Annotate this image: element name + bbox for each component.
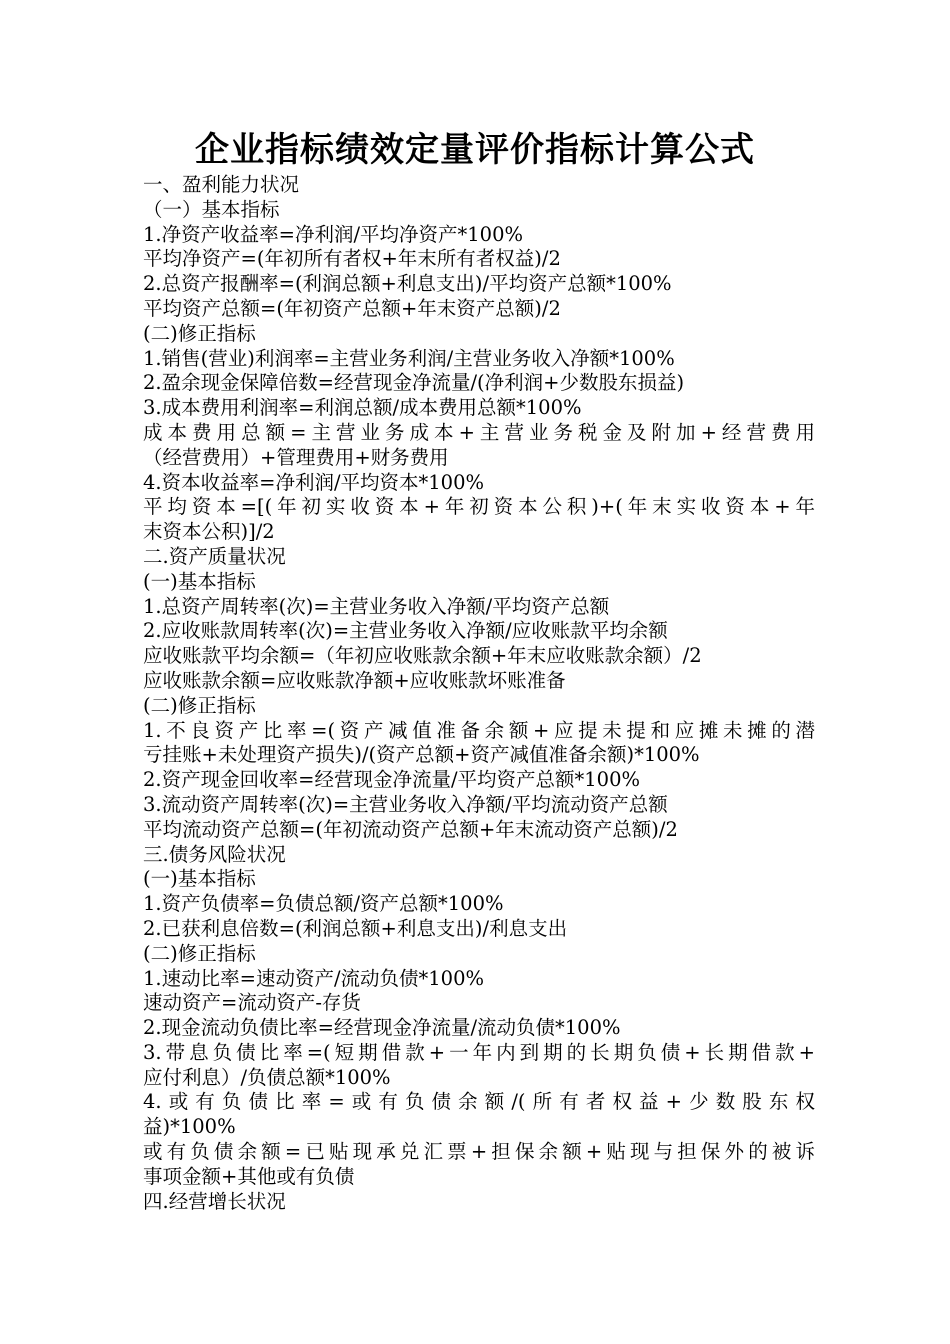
text-line-text: 2.资产现金回收率=经营现金净流量/平均资产总额*100% [143, 768, 641, 792]
text-line [143, 669, 815, 694]
text-line-text: 或有负债余额=已贴现承兑汇票+担保余额+贴现与担保外的被诉 [143, 1140, 815, 1164]
section-heading [143, 545, 815, 570]
text-line-text: 1.净资产收益率=净利润/平均净资产*100% [143, 222, 524, 246]
text-line [143, 495, 815, 520]
text-line-text: 应付利息）/负债总额*100% [143, 1065, 391, 1089]
text-line-text: 成本费用总额=主营业务成本+主营业务税金及附加+经营费用 [143, 420, 815, 444]
text-line [143, 892, 815, 917]
text-line [143, 644, 815, 669]
text-line [143, 347, 815, 372]
text-line [143, 619, 815, 644]
text-line-text: 应收账款余额=应收账款净额+应收账款坏账准备 [143, 668, 566, 692]
subsection-heading-text: (一)基本指标 [143, 569, 256, 593]
text-line-text: 亏挂账+未处理资产损失)/(资产总额+资产减值准备余额)*100% [143, 743, 700, 767]
text-line-text: 2.应收账款周转率(次)=主营业务收入净额/应收账款平均余额 [143, 619, 668, 643]
subsection-heading [143, 322, 815, 347]
text-line-text: 平均资产总额=(年初资产总额+年末资产总额)/2 [143, 296, 561, 320]
section-heading-text: 三.债务风险状况 [143, 842, 286, 866]
subsection-heading [143, 198, 815, 223]
text-line-text: 平均资本=[(年初实收资本+年初资本公积)+(年末实收资本+年 [143, 495, 815, 519]
section-heading [143, 1190, 815, 1215]
section-heading-text: 二.资产质量状况 [143, 544, 286, 568]
text-line [143, 1016, 815, 1041]
section-heading [143, 173, 815, 198]
text-line [143, 272, 815, 297]
document-body [143, 173, 815, 1214]
section-heading-text: 一、盈利能力状况 [143, 173, 300, 196]
subsection-heading [143, 942, 815, 967]
text-line [143, 917, 815, 942]
subsection-heading-text: (二)修正指标 [143, 321, 256, 345]
text-line [143, 1165, 815, 1190]
text-line [143, 247, 815, 272]
text-line-text: 益)*100% [143, 1115, 236, 1139]
text-line [143, 743, 815, 768]
text-line [143, 1066, 815, 1091]
subsection-heading [143, 867, 815, 892]
text-line-text: 速动资产=流动资产-存货 [143, 991, 361, 1015]
text-line-text: 1.销售(营业)利润率=主营业务利润/主营业务收入净额*100% [143, 346, 675, 370]
text-line-text: 1.总资产周转率(次)=主营业务收入净额/平均资产总额 [143, 594, 610, 618]
text-line [143, 1115, 815, 1140]
text-line-text: 3.流动资产周转率(次)=主营业务收入净额/平均流动资产总额 [143, 792, 668, 816]
text-line [143, 1041, 815, 1066]
subsection-heading-text: (二)修正指标 [143, 693, 256, 717]
text-line [143, 595, 815, 620]
text-line [143, 719, 815, 744]
text-line-text: 2.盈余现金保障倍数=经营现金净流量/(净利润+少数股东损益) [143, 371, 685, 395]
text-line [143, 446, 815, 471]
text-line-text: 末资本公积)]/2 [143, 520, 275, 544]
text-line-text: 1.速动比率=速动资产/流动负债*100% [143, 966, 485, 990]
text-line [143, 520, 815, 545]
text-line-text: 事项金额+其他或有负债 [143, 1164, 355, 1188]
text-line-text: 4.或有负债比率=或有负债余额/(所有者权益+少数股东权 [143, 1090, 815, 1114]
text-line-text: 应收账款平均余额=（年初应收账款余额+年末应收账款余额）/2 [143, 644, 702, 668]
text-line-text: 2.现金流动负债比率=经营现金净流量/流动负债*100% [143, 1016, 621, 1040]
text-line [143, 818, 815, 843]
text-line [143, 1140, 815, 1165]
text-line-text: 3.带息负债比率=(短期借款+一年内到期的长期负债+长期借款+ [143, 1040, 815, 1064]
text-line-text: 3.成本费用利润率=利润总额/成本费用总额*100% [143, 396, 582, 420]
document-title: 企业指标绩效定量评价指标计算公式 [195, 130, 755, 170]
text-line [143, 793, 815, 818]
text-line-text: 2.已获利息倍数=(利润总额+利息支出)/利息支出 [143, 916, 568, 940]
text-line [143, 471, 815, 496]
subsection-heading-text: (一)基本指标 [143, 867, 256, 891]
text-line [143, 967, 815, 992]
subsection-heading [143, 570, 815, 595]
text-line-text: 1.不良资产比率=(资产减值准备余额+应提未提和应摊未摊的潜 [143, 718, 815, 742]
text-line-text: 平均净资产=(年初所有者权+年末所有者权益)/2 [143, 247, 561, 271]
text-line [143, 297, 815, 322]
text-line [143, 1090, 815, 1115]
subsection-heading-text: (二)修正指标 [143, 941, 256, 965]
section-heading-text: 四.经营增长状况 [143, 1189, 286, 1213]
text-line-text: 4.资本收益率=净利润/平均资本*100% [143, 470, 485, 494]
text-line-text: 平均流动资产总额=(年初流动资产总额+年末流动资产总额)/2 [143, 817, 678, 841]
text-line [143, 768, 815, 793]
subsection-heading [143, 694, 815, 719]
text-line [143, 371, 815, 396]
text-line [143, 223, 815, 248]
subsection-heading-text: （一）基本指标 [143, 197, 280, 221]
text-line [143, 396, 815, 421]
text-line [143, 421, 815, 446]
text-line-text: 2.总资产报酬率=(利润总额+利息支出)/平均资产总额*100% [143, 272, 672, 296]
text-line [143, 991, 815, 1016]
section-heading [143, 843, 815, 868]
text-line-text: （经营费用）+管理费用+财务费用 [143, 445, 449, 469]
text-line-text: 1.资产负债率=负债总额/资产总额*100% [143, 892, 504, 916]
